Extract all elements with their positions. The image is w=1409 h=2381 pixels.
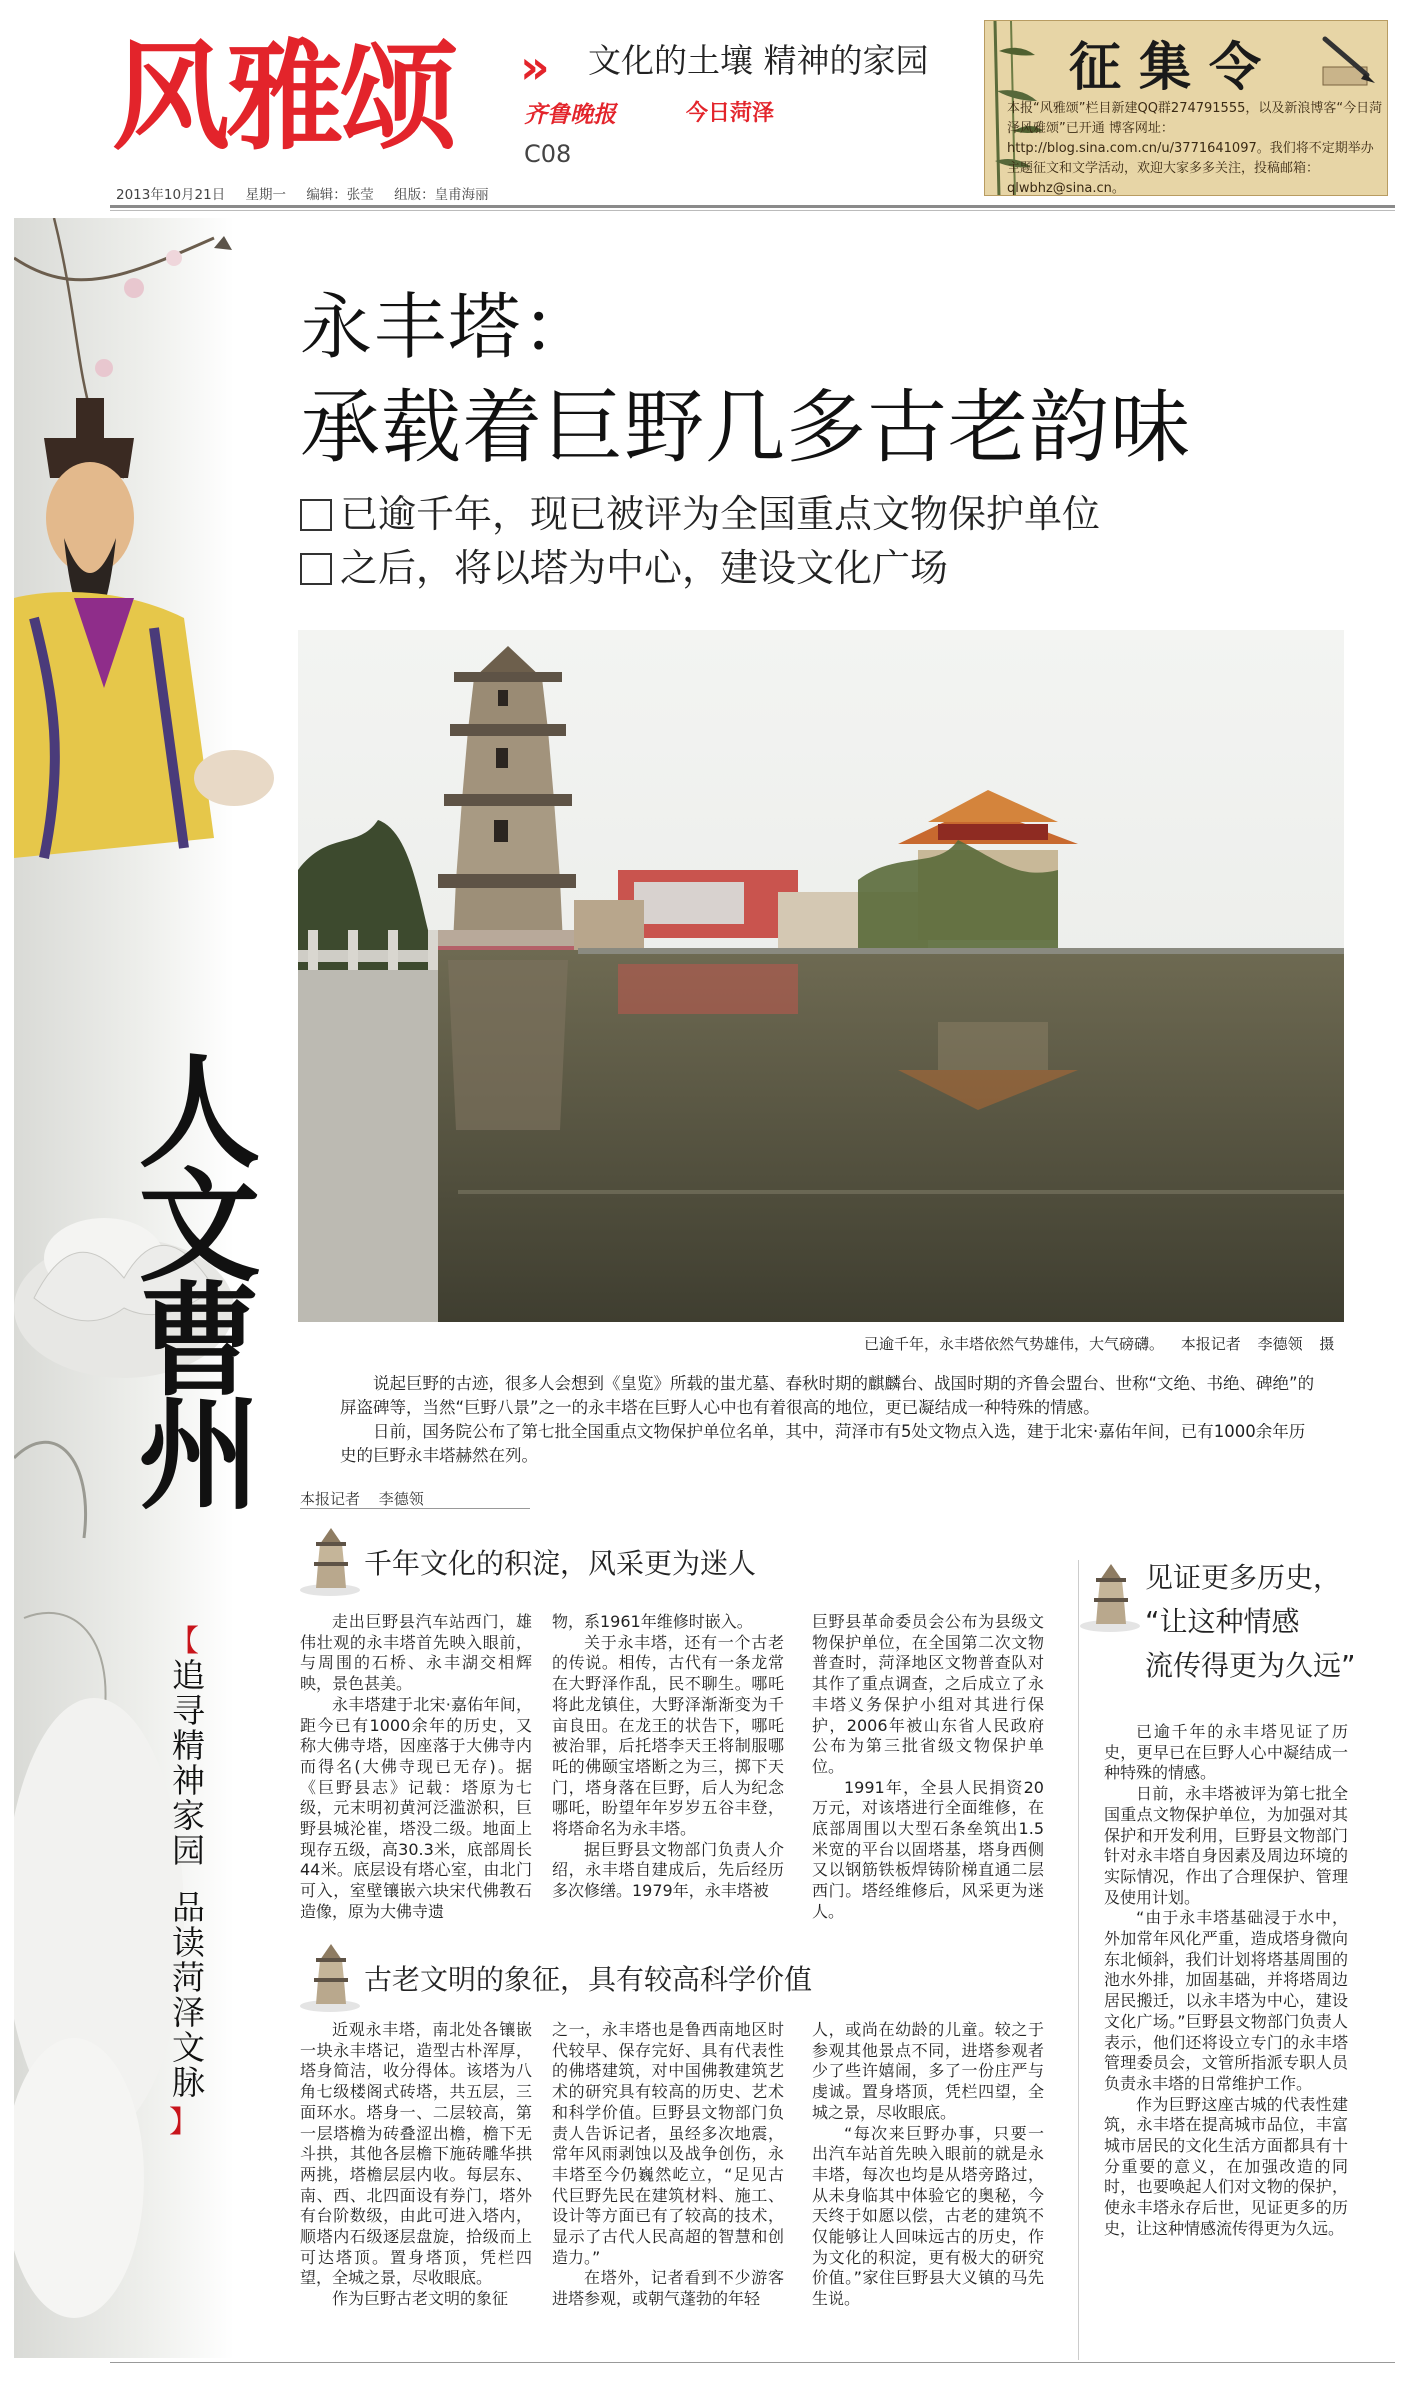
paragraph: 永丰塔建于北宋·嘉佑年间，距今已有1000余年的历史，又称大佛寺塔，因座落于大佛寺内而得名(大佛寺现已无存)。据《巨野县志》记载：塔原为七级，元末明初黄河泛滥淤积，巨野县城沦崔，塔没二级。地面上现存五级，高30.3米，底部周长44米。底层设有塔心室，由北门可入，室壁镶嵌六块宋代佛教石造像，原为大佛寺遗: [300, 1694, 532, 1921]
deck-line-1: [300, 488, 1100, 540]
column-divider: [1078, 1560, 1079, 2360]
chevron-right-icon: »: [520, 40, 536, 94]
issue-date: 2013年10月21日: [116, 187, 226, 203]
footer-rule: [110, 2362, 1395, 2363]
byline-rule: [300, 1508, 530, 1509]
paragraph: 巨野县革命委员会公布为县级文物保护单位，在全国第二次文物普查时，菏泽地区文物普查队对其作了重点调查，之后成立了永丰塔义务保护小组对其进行保护，2006年被山东省人民政府公布为第三批省级文物保护单位。: [812, 1612, 1044, 1776]
paragraph: 作为巨野这座古城的代表性建筑，永丰塔在提高城市品位，丰富城市居民的文化生活方面都具有十分重要的意义，在加强改造的同时，也要唤起人们对文物的保护，使永丰塔永存后世，见证更多的历史，让这种情感流传得更为久远。: [1104, 2094, 1348, 2238]
yongfeng-pagoda-image: [298, 630, 1344, 1322]
lede-paragraph: 日前，国务院公布了第七批全国重点文物保护单位名单，其中，菏泽市有5处文物点入选，建于北宋·嘉佑年间，已有1000余年历史的巨野永丰塔赫然在列。: [340, 1422, 1306, 1465]
section-heading-line: “让这种情感: [1145, 1605, 1300, 1638]
paragraph: 日前，永丰塔被评为第七批全国重点文物保护单位，为加强对其保护和开发利用，巨野县文物部门针对永丰塔自身因素及周边环境的实际情况，作出了合理保护、管理及使用计划。: [1104, 1784, 1348, 1907]
headline-sub: 承载着巨野几多古老韵味: [300, 381, 1191, 474]
header-rule-thin: [110, 210, 1395, 211]
caption-text: 已逾千年，永丰塔依然气势雄伟，大气磅礴。: [864, 1335, 1165, 1353]
masthead-logo: 风雅颂: [112, 27, 455, 166]
byline: [300, 1488, 424, 1509]
deck-text-2: 之后，将以塔为中心，建设文化广场: [340, 546, 949, 590]
paragraph: 1991年，全县人民捐资20万元，对该塔进行全面维修，在底部周围以大型石条垒筑出1.5米宽的平台以固塔基，塔身西侧又以钢筋铁板焊铸阶梯直通二层西门。塔经维修后，风采更为迷人。: [812, 1777, 1044, 1921]
section-heading: 古老文明的象征，具有较高科学价值: [364, 1963, 813, 1996]
side-decoration: [14, 218, 294, 2358]
paragraph: 之一，永丰塔也是鲁西南地区时代较早、保存完好、具有代表性的佛塔建筑，对中国佛教建筑艺术的研究具有较高的历史、艺术和科学价值。巨野县文物部门负责人告诉记者，虽经多次地震，常年风雨剥蚀以及战争创伤，永丰塔至今仍巍然屹立，“足见古代巨野先民在建筑材料、施工、设计等方面已有了较高的技术，显示了古代人民高超的智慧和创造力。”: [552, 2020, 784, 2267]
section-heading-line: 见证更多历史，: [1145, 1561, 1342, 1594]
paragraph: 据巨野县文物部门负责人介绍，永丰塔自建成后，先后经历多次修缮。1979年，永丰塔被: [552, 1839, 784, 1901]
paragraph: 已逾千年的永丰塔见证了历史，更早已在巨野人心中凝结成一种特殊的情感。: [1104, 1722, 1348, 1783]
deck-text-1: 已逾千年，现已被评为全国重点文物保护单位: [340, 492, 1101, 536]
fountain-pen-icon: [1315, 31, 1381, 91]
checkbox-bullet-icon: [300, 499, 332, 531]
pagoda-icon: [300, 1936, 362, 2012]
paragraph: “由于永丰塔基础浸于水中，外加常年风化严重，造成塔身微向东北倾斜，我们计划将塔基周围的池水外排，加固基础，并将塔周边居民搬迁，以永丰塔为中心，建设文化广场。”巨野县文物部门负责人表示，他们还将设立专门的永丰塔管理委员会，文管所指派专职人员负责永丰塔的日常维护工作。: [1104, 1908, 1348, 2093]
article-column: [812, 1612, 1044, 1923]
caption-credit-name: 李德领: [1257, 1335, 1303, 1353]
header-rule: [110, 205, 1395, 208]
article-column: [300, 2020, 532, 2310]
bracket-close: 】: [169, 2105, 199, 2140]
edition-name: 今日菏泽: [686, 101, 775, 126]
paragraph: 走出巨野县汽车站西门，雄伟壮观的永丰塔首先映入眼前，与周围的石桥、永丰湖交相辉映，景色甚美。: [300, 1612, 532, 1694]
photo-caption: [852, 1333, 1334, 1354]
article-column: [300, 1612, 532, 1923]
tagline-part-2: 品读菏泽文脉: [167, 1890, 206, 2100]
column-slogan: 文化的土壤 精神的家园: [588, 41, 929, 80]
article-column: [1104, 1722, 1348, 2240]
deck-line-2: [300, 542, 948, 594]
byline-role: 本报记者: [300, 1490, 361, 1508]
article-column: [812, 2020, 1044, 2310]
newspaper-name: 齐鲁晚报: [524, 101, 616, 128]
caption-credit-suffix: 摄: [1319, 1335, 1335, 1353]
paragraph: 在塔外，记者看到不少游客进塔参观，或朝气蓬勃的年轻: [552, 2268, 784, 2309]
pagoda-photo: [298, 630, 1344, 1322]
editor-credit: 编辑：张莹: [306, 187, 374, 203]
issue-weekday: 星期一: [245, 187, 287, 203]
pagoda-icon: [300, 1520, 362, 1596]
paragraph: 人，或尚在幼龄的儿童。较之于参观其他景点不同，进塔参观者少了些许嬉闹，多了一份庄严与虔诚。置身塔顶，凭栏四望，全城之景，尽收眼底。: [812, 2020, 1044, 2122]
pagoda-icon: [1080, 1556, 1142, 1632]
byline-name: 李德领: [378, 1490, 424, 1508]
article-lede: [340, 1372, 1320, 1468]
dateline: [116, 183, 505, 203]
paragraph: 作为巨野古老文明的象征: [332, 2289, 509, 2309]
call-for-submissions-box: [984, 20, 1388, 196]
section-heading: [1145, 1556, 1375, 1688]
paragraph: 近观永丰塔，南北处各镶嵌一块永丰塔记，造型古朴浑厚，塔身简洁，收分得体。该塔为八角七级楼阁式砖塔，共五层，三面环水。塔身一、二层较高，第一层塔檐为砖叠涩出檐，檐下无斗拱，其他各层檐下施砖雕华拱两挑，塔檐层层内收。每层东、南、西、北四面设有券门，塔外有台阶数级，由此可进入塔内，顺塔内石级逐层盘旋，拾级而上可达塔顶。置身塔顶，凭栏四望，全城之景，尽收眼底。: [300, 2020, 532, 2288]
section-tagline: [162, 1658, 210, 2128]
page-number: C08: [524, 140, 572, 168]
caption-credit-role: 本报记者: [1180, 1335, 1241, 1353]
notice-title: 征集令: [1069, 37, 1280, 98]
designer-credit: 组版：皇甫海丽: [394, 187, 489, 203]
paragraph: 关于永丰塔，还有一个古老的传说。相传，古代有一条龙常在大野泽作乱，民不聊生。哪吒将此龙镇住，大野泽渐渐变为千亩良田。在龙王的状告下，哪吒被治罪，后托塔李天王将制服哪吒的佛颐宝塔断之为三，掷下天门，塔身落在巨野，后人为纪念哪吒，盼望年年岁岁五谷丰登，将塔命名为永丰塔。: [552, 1632, 784, 1839]
notice-body: 本报“风雅颂”栏目新建QQ群274791555，以及新浪博客“今日菏泽风雅颂”已开通 博客网址：http://blog.sina.com.cn/u/3771641097。我们将不定期举办主题征文和文学活动，欢迎大家多多关注，投稿邮箱：qlwbhz@sina.cn。: [1007, 101, 1383, 196]
article-column: [552, 1612, 784, 1902]
section-heading: 千年文化的积淀，风采更为迷人: [364, 1547, 757, 1580]
headline-main: 永丰塔：: [300, 285, 597, 369]
bracket-open: 【: [169, 1624, 199, 1659]
paragraph: “每次来巨野办事，只要一出汽车站首先映入眼前的就是永丰塔，每次也均是从塔旁路过，从未身临其中体验它的奥秘，今天终于如愿以偿，古老的建筑不仅能够让人回味远古的历史，作为文化的积淀，更有极大的研究价值。”家住巨野县大义镇的马先生说。: [812, 2123, 1044, 2309]
tagline-part-1: 追寻精神家园: [167, 1658, 206, 1868]
article-column: [552, 2020, 784, 2310]
section-heading-line: 流传得更为久远”: [1145, 1649, 1356, 1682]
section-title-vertical: 人文曹州: [118, 1048, 262, 1504]
paragraph: 物，系1961年维修时嵌入。: [552, 1612, 753, 1631]
checkbox-bullet-icon: [300, 553, 332, 585]
lede-paragraph: 说起巨野的古迹，很多人会想到《皇览》所载的蚩尤墓、春秋时期的麒麟台、战国时期的齐鲁会盟台、世称“文绝、书绝、碑绝”的屏盗碑等，当然“巨野八景”之一的永丰塔在巨野人心中也有着很高的地位，更已凝结成一种特殊的情感。: [340, 1374, 1315, 1417]
